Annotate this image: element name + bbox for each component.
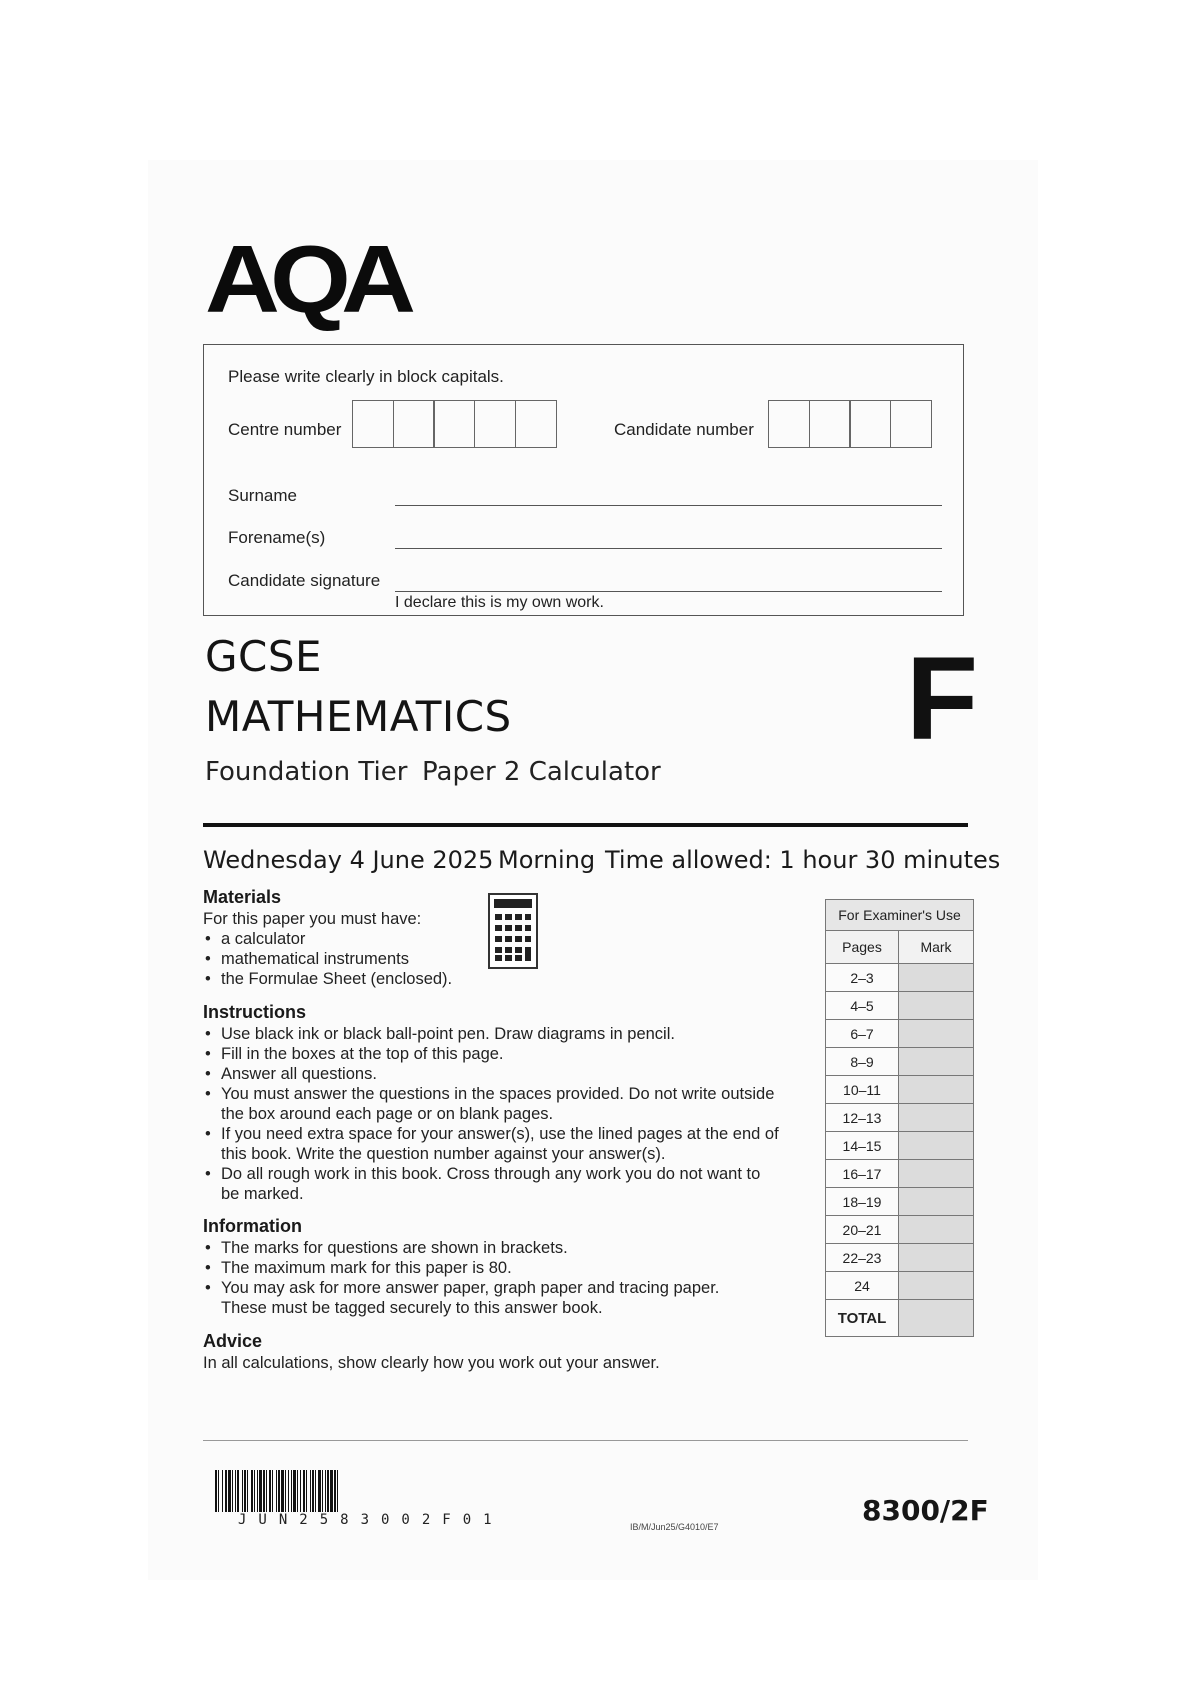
information-item: • The maximum mark for this paper is 80. [203, 1258, 763, 1278]
mark-cell [899, 1048, 974, 1076]
pages-column-header: Pages [826, 931, 899, 964]
centre-number-digit[interactable] [515, 400, 557, 448]
aqa-logo: AQA [205, 226, 407, 333]
instruction-item: • Answer all questions. [203, 1064, 783, 1084]
instruction-item: • Fill in the boxes at the top of this page. [203, 1044, 783, 1064]
candidate-number-digit[interactable] [768, 400, 810, 448]
instruction-item: • If you need extra space for your answer(s), use the lined pages at the end of this book. Write the question number against your answer(s). [203, 1124, 783, 1164]
title-divider [203, 823, 968, 827]
total-mark-cell [899, 1300, 974, 1337]
materials-intro: For this paper you must have: [203, 910, 422, 928]
subject-title: MATHEMATICS [205, 692, 512, 741]
instruction-item: • Do all rough work in this book. Cross through any work you do not want to be marked. [203, 1164, 783, 1204]
centre-number-digit[interactable] [393, 400, 435, 448]
materials-item: • a calculator [203, 929, 493, 949]
pages-cell: 20–21 [826, 1216, 899, 1244]
materials-item: • the Formulae Sheet (enclosed). [203, 969, 493, 989]
total-label: TOTAL [826, 1300, 899, 1337]
pages-cell: 14–15 [826, 1132, 899, 1160]
mark-column-header: Mark [899, 931, 974, 964]
qualification-title: GCSE [205, 632, 323, 681]
instruction-item: • You must answer the questions in the spaces provided. Do not write outside the box around each page or on blank pages. [203, 1084, 783, 1124]
candidate-number-digit[interactable] [849, 400, 891, 448]
signature-label: Candidate signature [228, 571, 381, 590]
document-reference: IB/M/Jun25/G4010/E7 [630, 1522, 719, 1532]
pages-cell: 6–7 [826, 1020, 899, 1048]
centre-number-label: Centre number [228, 420, 342, 439]
forenames-label: Forename(s) [228, 528, 326, 547]
time-allowed: Time allowed: 1 hour 30 minutes [605, 846, 1001, 874]
signature-line[interactable] [395, 591, 942, 592]
pages-cell: 18–19 [826, 1188, 899, 1216]
candidate-number-label: Candidate number [614, 420, 754, 439]
mark-cell [899, 1160, 974, 1188]
information-item: • You may ask for more answer paper, graph paper and tracing paper. These must be tagged securely to this answer book. [203, 1278, 763, 1318]
pages-cell: 10–11 [826, 1076, 899, 1104]
pages-cell: 24 [826, 1272, 899, 1300]
mark-cell [899, 1216, 974, 1244]
barcode [215, 1470, 340, 1512]
instructions-section [203, 1024, 783, 1204]
barcode-text: JUN2583002F01 [238, 1512, 504, 1528]
instruction-item: • Use black ink or black ball-point pen. Draw diagrams in pencil. [203, 1024, 783, 1044]
candidate-number-digit[interactable] [890, 400, 932, 448]
mark-cell [899, 1020, 974, 1048]
instructions-heading: Instructions [203, 1002, 307, 1022]
centre-number-digit[interactable] [433, 400, 475, 448]
declaration-text: I declare this is my own work. [395, 594, 604, 611]
tier-letter: F [906, 633, 979, 765]
information-heading: Information [203, 1216, 302, 1236]
mark-cell [899, 992, 974, 1020]
pages-cell: 16–17 [826, 1160, 899, 1188]
block-capitals-instruction: Please write clearly in block capitals. [228, 367, 504, 386]
paper-code: 8300/2F [862, 1494, 989, 1527]
pages-cell: 8–9 [826, 1048, 899, 1076]
exam-date: Wednesday 4 June 2025 [203, 846, 494, 874]
materials-heading: Materials [203, 887, 282, 907]
centre-number-digit[interactable] [352, 400, 394, 448]
forenames-line[interactable] [395, 548, 942, 549]
footer-divider [203, 1440, 968, 1441]
mark-cell [899, 1132, 974, 1160]
surname-label: Surname [228, 486, 297, 505]
barcode-bar [338, 1470, 340, 1512]
examiners-use-table [825, 899, 974, 1337]
centre-number-field[interactable] [353, 400, 557, 448]
mark-cell [899, 1104, 974, 1132]
pages-cell: 12–13 [826, 1104, 899, 1132]
centre-number-digit[interactable] [474, 400, 516, 448]
materials-item: • mathematical instruments [203, 949, 493, 969]
pages-cell: 2–3 [826, 964, 899, 992]
surname-line[interactable] [395, 505, 942, 506]
mark-cell [899, 1188, 974, 1216]
mark-cell [899, 1244, 974, 1272]
examiners-use-title: For Examiner's Use [826, 900, 974, 931]
mark-cell [899, 1272, 974, 1300]
paper-label: Paper 2 Calculator [422, 757, 661, 787]
mark-cell [899, 1076, 974, 1104]
candidate-number-field[interactable] [769, 400, 932, 448]
advice-heading: Advice [203, 1331, 263, 1351]
advice-text: In all calculations, show clearly how you work out your answer. [203, 1354, 660, 1372]
tier-label: Foundation Tier [205, 757, 408, 787]
pages-cell: 4–5 [826, 992, 899, 1020]
information-item: • The marks for questions are shown in brackets. [203, 1238, 763, 1258]
calculator-icon [488, 893, 538, 969]
materials-section [203, 909, 493, 989]
exam-session: Morning [498, 846, 596, 874]
information-section [203, 1238, 763, 1318]
pages-cell: 22–23 [826, 1244, 899, 1272]
mark-cell [899, 964, 974, 992]
candidate-number-digit[interactable] [809, 400, 851, 448]
